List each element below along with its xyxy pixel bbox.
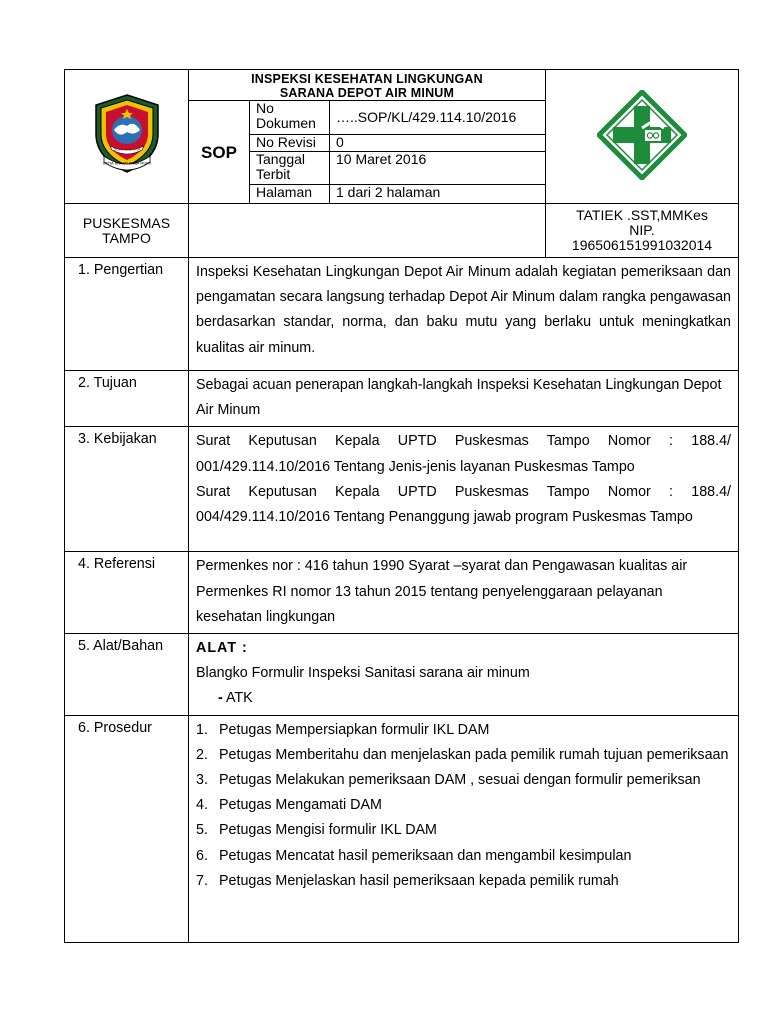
kebijakan-item-2: Surat Keputusan Kepala UPTD Puskesmas Tampo Nomor : 188.4/ 004/429.114.10/2016 Tentang Penanggung jawab program Puskesmas Tampo bbox=[196, 483, 731, 526]
step-text: Petugas Memberitahu dan menjelaskan pada pemilik rumah tujuan pemeriksaan bbox=[219, 746, 729, 763]
section-content-pengertian bbox=[189, 258, 739, 371]
sop-body-table bbox=[64, 257, 739, 943]
page-label: Halaman bbox=[250, 185, 330, 204]
referensi-item-1: Permenkes nor : 416 tahun 1990 Syarat –syarat dan Pengawasan kualitas air bbox=[196, 558, 688, 575]
step-text: Petugas Mencatat hasil pemeriksaan dan mengambil kesimpulan bbox=[219, 847, 632, 864]
regency-emblem-icon bbox=[84, 92, 170, 178]
step-number: 1. bbox=[196, 721, 208, 738]
revision-value: 0 bbox=[330, 135, 546, 152]
step-text: Petugas Mempersiapkan formulir IKL DAM bbox=[219, 721, 490, 738]
alat-item-2 bbox=[196, 686, 731, 711]
document-title bbox=[189, 70, 546, 101]
signer-block bbox=[546, 204, 739, 258]
tujuan-text: Sebagai acuan penerapan langkah-langkah Inspeksi Kesehatan Lingkungan Depot Air Minum bbox=[196, 377, 722, 419]
title-line-2: SARANA DEPOT AIR MINUM bbox=[279, 86, 455, 100]
step-text: Petugas Mengamati DAM bbox=[219, 797, 382, 814]
prosedur-steps bbox=[196, 718, 731, 894]
prosedur-step bbox=[196, 768, 731, 793]
title-line-1: INSPEKSI KESEHATAN LINGKUNGAN bbox=[251, 72, 483, 86]
section-label-referensi: 4. Referensi bbox=[65, 552, 189, 634]
signer-nip-label: NIP. bbox=[629, 222, 655, 238]
organization-name bbox=[65, 204, 189, 258]
emblem-motto-text: SATYA BHAKTI PRAJA MUKTI bbox=[102, 161, 151, 166]
step-number: 3. bbox=[196, 772, 208, 789]
section-label-pengertian: 1. Pengertian bbox=[65, 258, 189, 371]
prosedur-step bbox=[196, 793, 731, 818]
section-label-tujuan: 2. Tujuan bbox=[65, 371, 189, 427]
section-content-alat bbox=[189, 634, 739, 716]
doc-number-value: …..SOP/KL/429.114.10/2016 bbox=[330, 101, 546, 135]
emblem-ribbon-text: SUKMA SAMA bbox=[112, 146, 141, 152]
alat-heading: ALAT : bbox=[196, 640, 248, 657]
org-line-2: TAMPO bbox=[102, 229, 151, 246]
header-table bbox=[64, 69, 739, 258]
step-number: 6. bbox=[196, 847, 208, 864]
page-value: 1 dari 2 halaman bbox=[330, 185, 546, 204]
signer-nip: 196506151991032014 bbox=[571, 237, 713, 253]
sop-label: SOP bbox=[189, 101, 250, 204]
alat-item-2-bullet: - bbox=[218, 690, 223, 707]
prosedur-step bbox=[196, 743, 731, 768]
prosedur-step bbox=[196, 869, 731, 894]
step-number: 2. bbox=[196, 746, 208, 763]
prosedur-step bbox=[196, 818, 731, 843]
revision-label: No Revisi bbox=[250, 135, 330, 152]
issue-date-label: Tanggal Terbit bbox=[250, 152, 330, 185]
step-text: Petugas Melakukan pemeriksaan DAM , sesuai dengan formulir pemeriksan bbox=[219, 772, 701, 789]
org-line-1: PUSKESMAS bbox=[82, 214, 171, 231]
step-number: 7. bbox=[196, 872, 208, 889]
section-content-tujuan bbox=[189, 371, 739, 427]
puskesmas-logo-cell bbox=[546, 70, 739, 204]
step-number: 4. bbox=[196, 797, 208, 814]
prosedur-step bbox=[196, 718, 731, 743]
alat-item-1: Blangko Formulir Inspeksi Sanitasi sarana air minum bbox=[196, 665, 530, 682]
section-content-referensi bbox=[189, 552, 739, 634]
step-text: Petugas Menjelaskan hasil pemeriksaan kepada pemilik rumah bbox=[219, 872, 619, 889]
section-content-kebijakan bbox=[189, 427, 739, 552]
issue-date-value: 10 Maret 2016 bbox=[330, 152, 546, 185]
step-number: 5. bbox=[196, 822, 208, 839]
section-label-kebijakan: 3. Kebijakan bbox=[65, 427, 189, 552]
section-label-prosedur: 6. Prosedur bbox=[65, 715, 189, 942]
section-content-prosedur bbox=[189, 715, 739, 942]
sop-document bbox=[64, 69, 738, 943]
regency-logo-cell bbox=[65, 70, 189, 204]
puskesmas-logo-icon bbox=[597, 90, 687, 180]
referensi-item-2: Permenkes RI nomor 13 tahun 2015 tentang penyelenggaraan pelayanan kesehatan lingkungan bbox=[196, 583, 663, 625]
section-label-alat: 5. Alat/Bahan bbox=[65, 634, 189, 716]
signer-name: TATIEK .SST,MMKes bbox=[576, 207, 708, 223]
step-text: Petugas Mengisi formulir IKL DAM bbox=[219, 822, 437, 839]
alat-item-2-text: ATK bbox=[222, 690, 253, 707]
signature-space bbox=[189, 204, 546, 258]
doc-number-label: No Dokumen bbox=[250, 101, 330, 135]
kebijakan-item-1: Surat Keputusan Kepala UPTD Puskesmas Tampo Nomor : 188.4/ 001/429.114.10/2016 Tentang Jenis-jenis layanan Puskesmas Tampo bbox=[196, 433, 731, 475]
prosedur-step bbox=[196, 844, 731, 869]
pengertian-text: Inspeksi Kesehatan Lingkungan Depot Air Minum adalah kegiatan pemeriksaan dan pengamatan secara langsung terhadap Depot Air Minum dalam rangka pengawasan berdasarkan standar, norma, dan baku mutu yang berlaku untuk meningkatkan kualitas air minum. bbox=[196, 264, 731, 356]
